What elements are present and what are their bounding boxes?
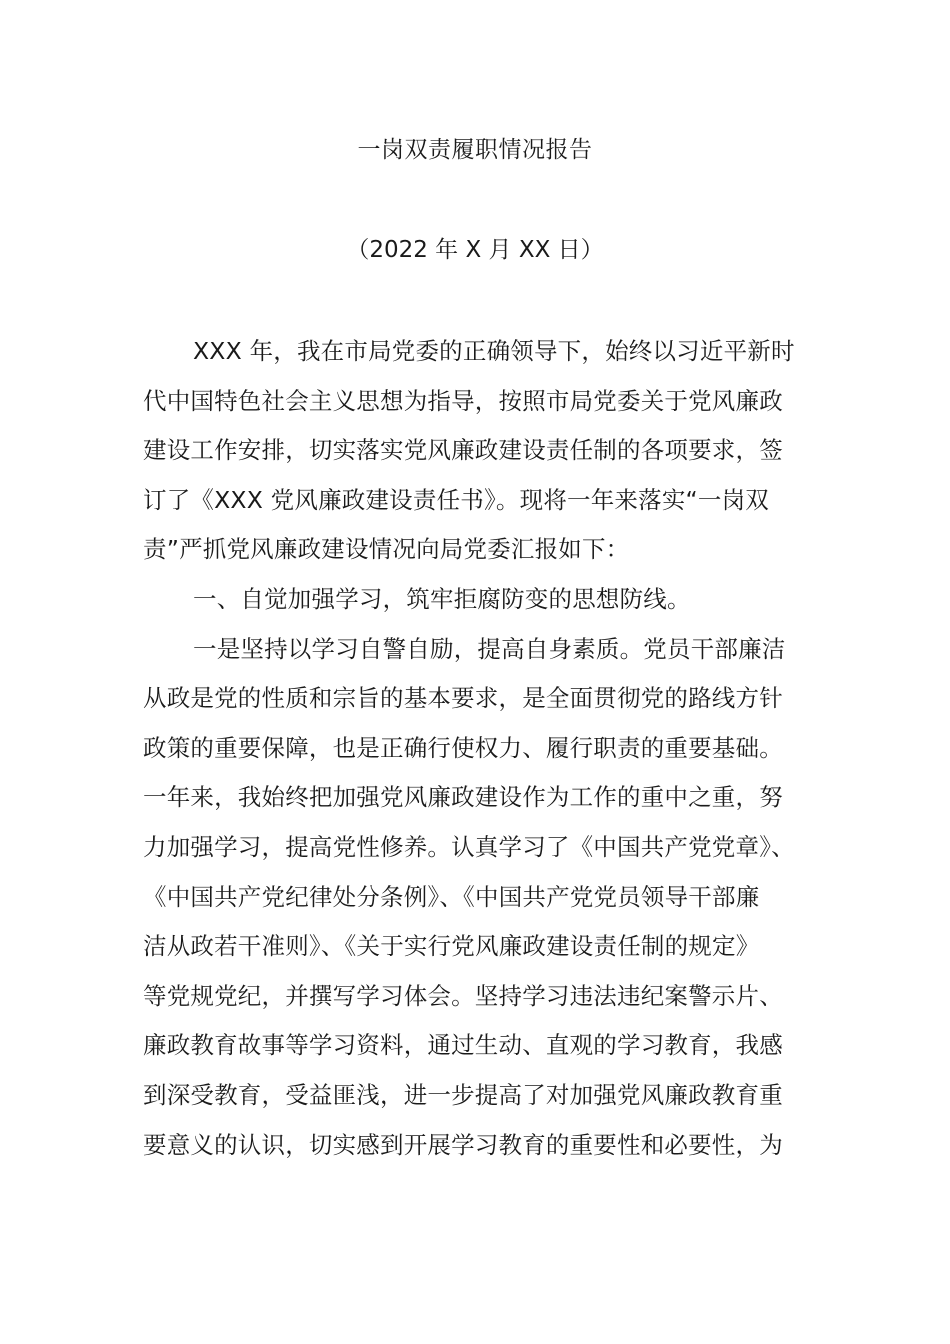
paragraph-line: 《中国共产党纪律处分条例》、《中国共产党党员领导干部廉 bbox=[143, 882, 760, 911]
paragraph-line: 洁从政若干准则》、《关于实行党风廉政建设责任制的规定》 bbox=[143, 932, 760, 961]
section-heading: 一、自觉加强学习，筑牢拒腐防变的思想防线。 bbox=[193, 584, 691, 613]
document-title: 一岗双责履职情况报告 bbox=[357, 137, 593, 163]
paragraph-line: 代中国特色社会主义思想为指导，按照市局党委关于党风廉政 bbox=[143, 386, 783, 415]
paragraph-line: 订了《XXX 党风廉政建设责任书》。现将一年来落实“一岗双 bbox=[143, 485, 769, 514]
paragraph-line: 责”严抓党风廉政建设情况向局党委汇报如下： bbox=[143, 535, 630, 564]
paragraph-line: 等党规党纪，并撰写学习体会。坚持学习违法违纪案警示片、 bbox=[143, 981, 783, 1010]
paragraph-line: 力加强学习，提高党性修养。认真学习了《中国共产党党章》、 bbox=[143, 832, 795, 861]
paragraph-line: 廉政教育故事等学习资料，通过生动、直观的学习教育，我感 bbox=[143, 1031, 783, 1060]
paragraph-line: 政策的重要保障，也是正确行使权力、履行职责的重要基础。 bbox=[143, 733, 783, 762]
paragraph-line: 从政是党的性质和宗旨的基本要求，是全面贯彻党的路线方针 bbox=[143, 684, 783, 713]
paragraph-line: 建设工作安排，切实落实党风廉政建设责任制的各项要求，签 bbox=[143, 436, 783, 465]
paragraph-line: 到深受教育，受益匪浅，进一步提高了对加强党风廉政教育重 bbox=[143, 1080, 783, 1109]
document-date: （2022 年 X 月 XX 日） bbox=[346, 237, 604, 263]
paragraph-line: 一是坚持以学习自警自励，提高自身素质。党员干部廉洁 bbox=[193, 634, 786, 663]
paragraph-line: XXX 年，我在市局党委的正确领导下，始终以习近平新时 bbox=[193, 337, 795, 365]
paragraph-line: 要意义的认识，切实感到开展学习教育的重要性和必要性，为 bbox=[143, 1130, 783, 1159]
document-body bbox=[143, 334, 808, 1177]
paragraph-line: 一年来，我始终把加强党风廉政建设作为工作的重中之重，努 bbox=[143, 783, 783, 812]
